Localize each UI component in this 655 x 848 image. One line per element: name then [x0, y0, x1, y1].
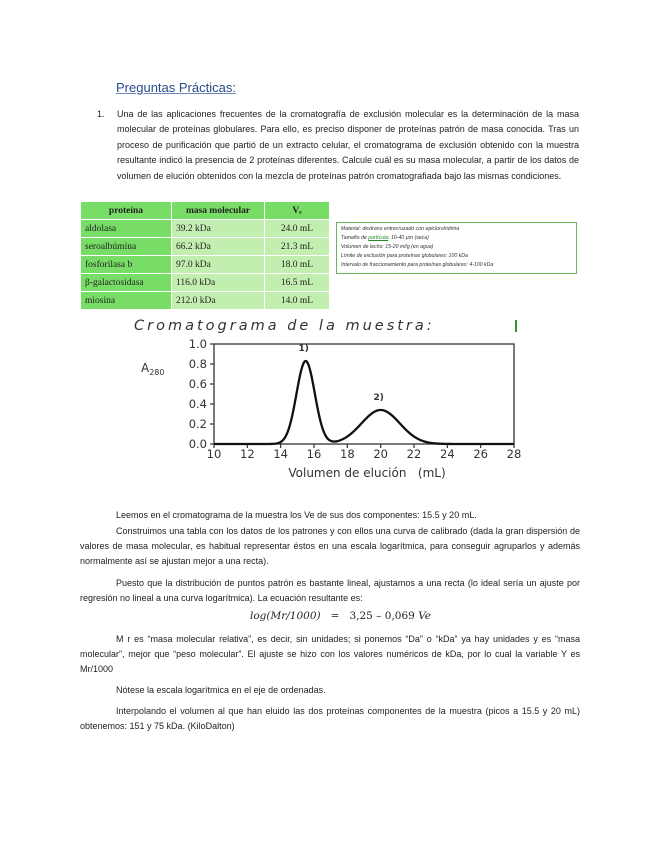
y-tick-label: 0.4: [188, 397, 207, 411]
x-tick-label: 24: [440, 447, 455, 461]
question-text: Una de las aplicaciones frecuentes de la cromatografía de exclusión molecular es la determinación de la masa molecular de proteínas globulares. Para ello, es preciso disponer de proteínas patrón de masa conocida. Tras un proceso de purificación que partió de un extracto celular, el cromatograma de exclusión obtenido con la muestra resultante indicó la presencia de 2 proteínas diferentes. Calcule cuál es su masa molecular, a partir de los datos de volumen de elución obtenidos con la mezcla de proteínas patrón cromatografiada bajo las mismas condiciones.: [117, 109, 579, 181]
x-tick-label: 12: [240, 447, 255, 461]
info-line: Tamaño de partícula: 10-40 µm (seca): [341, 235, 429, 241]
plot-frame: [214, 344, 514, 444]
header-ve: Vₑ: [265, 202, 330, 220]
equation-lhs: log(Mr/1000): [250, 610, 321, 622]
table-row: [81, 274, 330, 292]
peak-label: 2): [373, 393, 384, 403]
paragraph-6: Interpolando el volumen al que han eluido las dos proteínas componentes de la muestra (picos a 15.5 y 20 mL) obtenemos: 151 y 75 kDa. (KiloDalton): [80, 706, 580, 731]
x-tick-label: 26: [473, 447, 488, 461]
x-tick-label: 10: [206, 447, 222, 461]
table-row: [81, 220, 330, 238]
info-line: Material: dextrano entrecruzado con epiclorohidrina: [341, 226, 460, 232]
info-line: Intervalo de fraccionamiento para proteínas globulares: 4-100 kDa: [341, 262, 494, 268]
page-heading: Preguntas Prácticas:: [116, 80, 236, 95]
x-tick-label: 14: [273, 447, 288, 461]
y-tick-label: 0.6: [188, 377, 207, 391]
header-mass: masa molecular: [172, 202, 265, 220]
plot-area: [189, 337, 522, 461]
protein-name: aldolasa: [81, 220, 172, 238]
question-number: 1.: [97, 109, 105, 119]
paragraph-3: Puesto que la distribución de puntos patrón es bastante lineal, ajustamos a una recta (lo ideal sería un ajuste por regresión no lineal a una curva logarítmica). La ecuación resultante es:: [80, 578, 580, 603]
y-axis-label: $A_{280}$: [141, 361, 165, 377]
header-protein: proteína: [81, 202, 172, 220]
x-axis-label: Volumen de elución (mL): [288, 466, 446, 480]
protein-name: seroalbúmina: [81, 238, 172, 256]
x-tick-label: 18: [340, 447, 355, 461]
protein-standards-table: [80, 201, 330, 310]
x-tick-label: 16: [306, 447, 322, 461]
chart-title: Cromatograma de la muestra:: [134, 318, 435, 334]
paragraph-5: Nótese la escala logarítmica en el eje de ordenadas.: [116, 685, 326, 695]
particle-link: partícula: [368, 235, 389, 241]
y-tick-label: 0.2: [188, 417, 207, 431]
equation-sign: =: [330, 610, 340, 622]
chromatogram-chart: [124, 316, 524, 480]
x-tick-label: 28: [506, 447, 522, 461]
chromatogram-trace: [214, 361, 514, 444]
protein-ve: 14.0 mL: [265, 292, 330, 310]
paragraph-1: Leemos en el cromatograma de la muestra los Ve de sus dos componentes: 15.5 y 20 mL.: [116, 510, 477, 520]
protein-name: miosina: [81, 292, 172, 310]
protein-mass: 97.0 kDa: [172, 256, 265, 274]
info-line: Volumen de lecho: 15-20 ml/g (en agua): [341, 244, 434, 250]
x-tick-label: 20: [373, 447, 388, 461]
info-line: Límite de exclusión para proteínas globulares: 100 kDa: [341, 253, 468, 259]
material-info-box: [336, 222, 577, 274]
equation-var: Ve: [418, 610, 432, 622]
protein-ve: 16.5 mL: [265, 274, 330, 292]
x-tick-label: 22: [406, 447, 422, 461]
table-row: [81, 292, 330, 310]
protein-name: β-galactosidasa: [81, 274, 172, 292]
y-tick-label: 1.0: [188, 337, 207, 351]
protein-mass: 39.2 kDa: [172, 220, 265, 238]
y-tick-label: 0.8: [188, 357, 207, 371]
table-row: [81, 238, 330, 256]
equation-const: 3,25 – 0,069: [349, 610, 415, 622]
title-cursor: [515, 320, 517, 332]
protein-mass: 212.0 kDa: [172, 292, 265, 310]
paragraph-4: M r es “masa molecular relativa”, es decir, sin unidades; si ponemos “Da” o “kDa” ya hay unidades y es “masa molecular”, mejor que “peso molecular”. El ajuste se hizo con los valores numéricos de kDa, por lo cual la variable Y es Mr/1000: [80, 634, 580, 674]
protein-mass: 116.0 kDa: [172, 274, 265, 292]
paragraph-2: Construimos una tabla con los datos de los patrones y con ellos una curva de calibrado (dada la gran dispersión de valores de masa molecular, es habitual representar éstos en una escala logarítmica, para conseguir agruparlos y además normalmente así se ajustan mejor a una recta).: [80, 526, 580, 566]
protein-name: fosforilasa b: [81, 256, 172, 274]
table-header-row: [81, 202, 330, 220]
table-row: [81, 256, 330, 274]
protein-mass: 66.2 kDa: [172, 238, 265, 256]
protein-ve: 18.0 mL: [265, 256, 330, 274]
peak-label: 1): [298, 344, 309, 354]
protein-ve: 24.0 mL: [265, 220, 330, 238]
y-tick-label: 0.0: [188, 437, 207, 451]
protein-ve: 21.3 mL: [265, 238, 330, 256]
regression-equation: [250, 610, 431, 622]
